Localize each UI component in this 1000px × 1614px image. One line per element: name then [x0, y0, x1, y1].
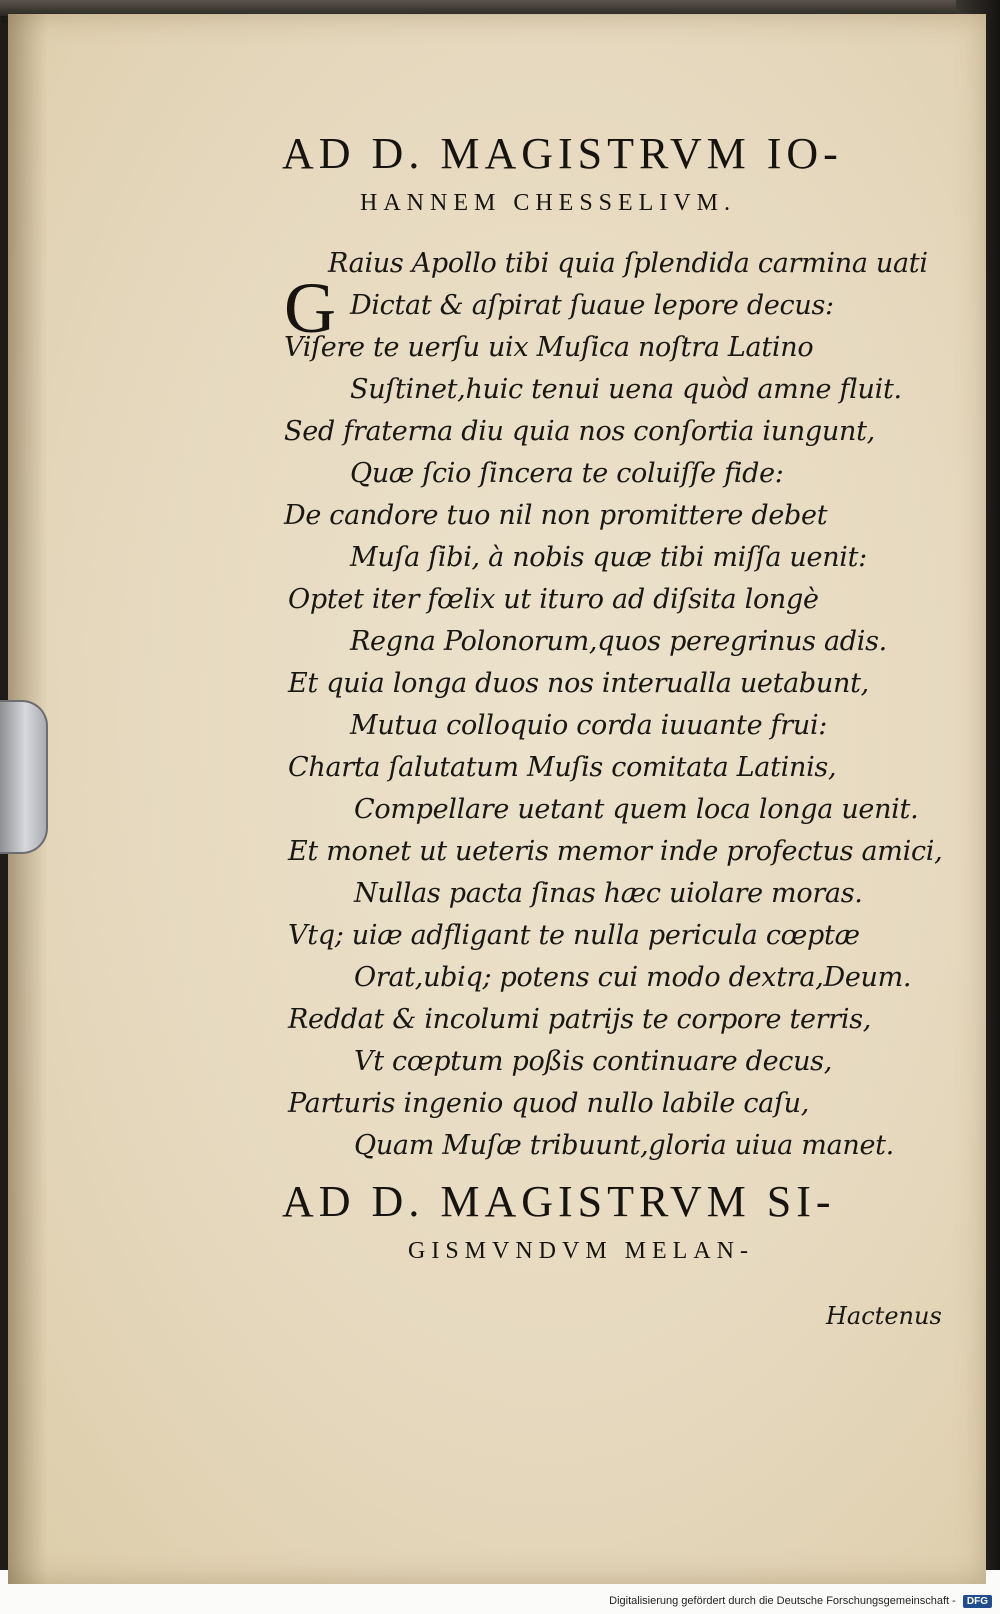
poem-line: Raius Apollo tibi quia ſplendida carmina uati — [328, 248, 928, 279]
poem-line: Vt cœptum poßis continuare decus, — [354, 1046, 833, 1077]
heading-2-line-2: GISMVNDVM MELAN- — [408, 1238, 754, 1264]
poem-line: Et monet ut ueteris memor inde profectus amici, — [288, 836, 943, 867]
poem-line: Viſere te uerſu uix Muſica noſtra Latino — [284, 332, 814, 363]
poem-line: Orat,ubiq; potens cui modo dextra,Deum. — [354, 962, 912, 993]
poem-line: Quam Muſæ tribuunt,gloria uiua manet. — [354, 1130, 894, 1161]
poem-line: Optet iter fœlix ut ituro ad diſsita longè — [288, 584, 819, 615]
poem-line: Charta ſalutatum Muſis comitata Latinis, — [288, 752, 837, 783]
poem-line: Parturis ingenio quod nullo labile caſu, — [288, 1088, 810, 1119]
catchword: Hactenus — [826, 1302, 942, 1330]
poem-line: Sed fraterna diu quia nos conſortia iungunt, — [284, 416, 875, 447]
page-clip — [0, 700, 48, 854]
poem-line: Regna Polonorum,quos peregrinus adis. — [350, 626, 887, 657]
poem-line: Et quia longa duos nos interualla uetabunt, — [288, 668, 869, 699]
poem-line: Suſtinet,huic tenui uena quòd amne fluit. — [350, 374, 902, 405]
footer-credit — [609, 1595, 992, 1608]
drop-cap-initial: G — [284, 268, 336, 348]
poem-line: Compellare uetant quem loca longa uenit. — [354, 794, 919, 825]
heading-1-line-1: AD D. MAGISTRVM IO- — [282, 129, 843, 178]
poem-line: Nullas pacta ſinas hæc uiolare moras. — [354, 878, 863, 909]
poem-line: De candore tuo nil non promittere debet — [284, 500, 828, 531]
poem-line: Reddat & incolumi patrijs te corpore terris, — [288, 1004, 872, 1035]
heading-2-line-1: AD D. MAGISTRVM SI- — [282, 1177, 836, 1226]
heading-1-line-2: HANNEM CHESSELIVM. — [360, 190, 737, 216]
poem-line: Vtq; uiæ adfligant te nulla pericula cœptæ — [288, 920, 860, 951]
poem-line: Dictat & aſpirat ſuaue lepore decus: — [350, 290, 834, 321]
poem-line: Muſa ſibi, à nobis quæ tibi miſſa uenit: — [350, 542, 867, 573]
footer-credit-text: Digitalisierung gefördert durch die Deutsche Forschungsgemeinschaft - — [609, 1595, 956, 1607]
dfg-logo: DFG — [963, 1595, 992, 1608]
poem-line: Quæ ſcio ſincera te coluiſſe fide: — [350, 458, 784, 489]
poem-line: Mutua colloquio corda iuuante frui: — [350, 710, 828, 741]
